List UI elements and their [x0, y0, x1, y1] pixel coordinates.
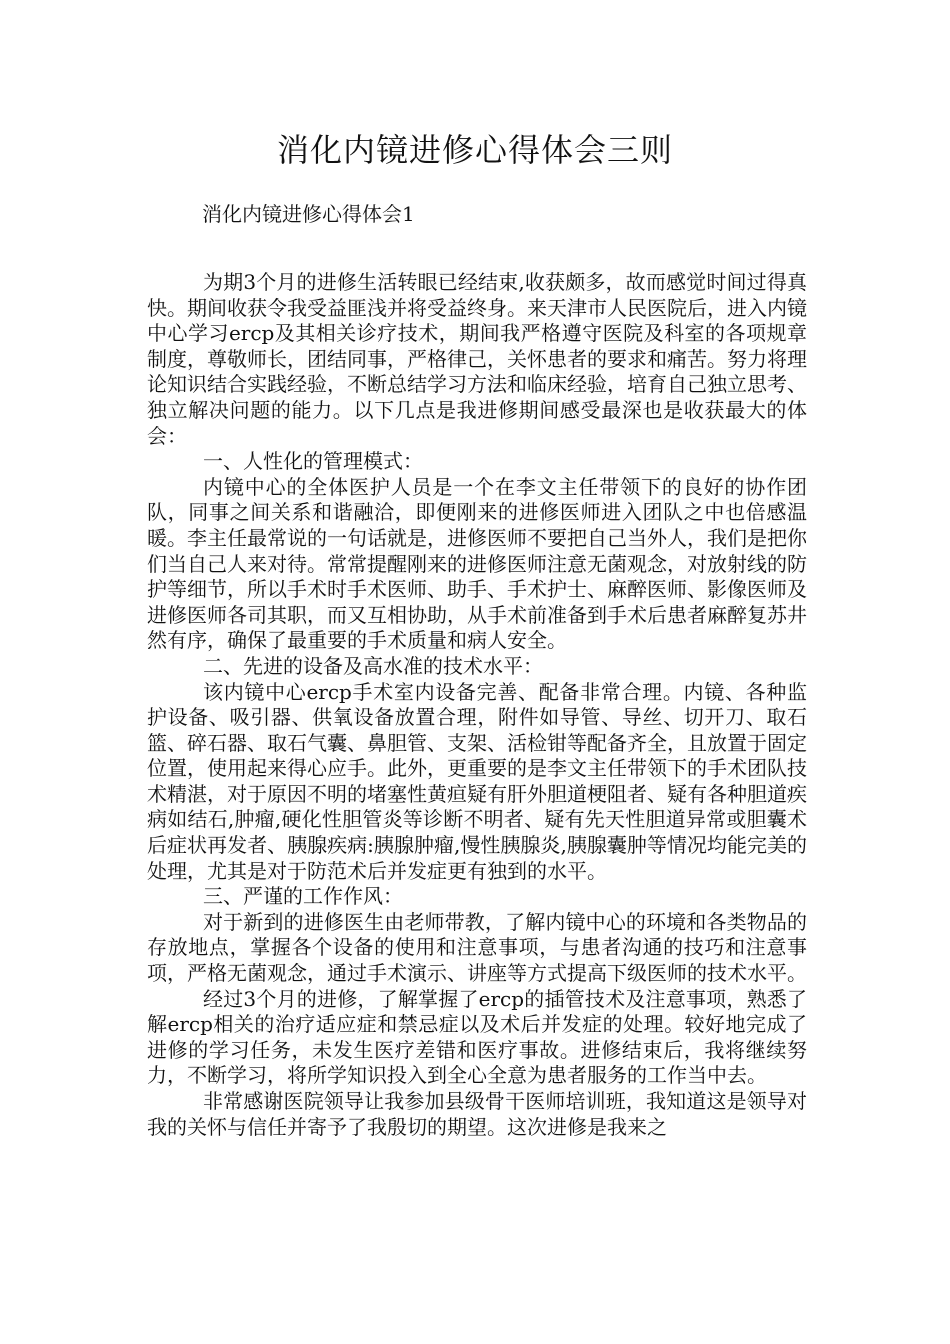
paragraph-section-2: 该内镜中心ercp手术室内设备完善、配备非常合理。内镜、各种监护设备、吸引器、供氧设备放置合理，附件如导管、导丝、切开刀、取石篮、碎石器、取石气囊、鼻胆管、支架、活检钳等配备齐全，且放置于固定位置，使用起来得心应手。此外，更重要的是李文主任带领下的手术团队技术精湛，对于原因不明的堵塞性黄疸疑有肝外胆道梗阻者、疑有各种胆道疾病如结石,肿瘤,硬化性胆管炎等诊断不明者、疑有先天性胆道异常或胆囊术后症状再发者、胰腺疾病:胰腺肿瘤,慢性胰腺炎,胰腺囊肿等情况均能完美的处理，尤其是对于防范术后并发症更有独到的水平。: [147, 679, 807, 883]
paragraph-intro: 为期3个月的进修生活转眼已经结束,收获颇多，故而感觉时间过得真快。期间收获令我受益匪浅并将受益终身。来天津市人民医院后，进入内镜中心学习ercp及其相关诊疗技术，期间我严格遵守医院及科室的各项规章制度，尊敬师长，团结同事，严格律己，关怀患者的要求和痛苦。努力将理论知识结合实践经验，不断总结学习方法和临床经验，培育自己独立思考、独立解决问题的能力。以下几点是我进修期间感受最深也是收获最大的体会：: [147, 270, 807, 448]
paragraph-section-3: 对于新到的进修医生由老师带教，了解内镜中心的环境和各类物品的存放地点，掌握各个设备的使用和注意事项，与患者沟通的技巧和注意事项，严格无菌观念，通过手术演示、讲座等方式提高下级医师的技术水平。: [147, 909, 807, 986]
document-subtitle: 消化内镜进修心得体会1: [202, 202, 415, 226]
paragraph-section-1: 内镜中心的全体医护人员是一个在李文主任带领下的良好的协作团队，同事之间关系和谐融洽，即便刚来的进修医师进入团队之中也倍感温暖。李主任最常说的一句话就是，进修医师不要把自己当外人，我们是把你们当自己人来对待。常常提醒刚来的进修医师注意无菌观念，对放射线的防护等细节，所以手术时手术医师、助手、手术护士、麻醉医师、影像医师及进修医师各司其职，而又互相协助，从手术前准备到手术后患者麻醉复苏井然有序，确保了最重要的手术质量和病人安全。: [147, 474, 807, 653]
paragraph-thanks: 非常感谢医院领导让我参加县级骨干医师培训班，我知道这是领导对我的关怀与信任并寄予了我殷切的期望。这次进修是我来之: [147, 1089, 807, 1139]
document-title: 消化内镜进修心得体会三则: [276, 131, 673, 169]
section-heading-1: 一、人性化的管理模式：: [203, 449, 423, 474]
document-body: [147, 270, 807, 1140]
paragraph-summary: 经过3个月的进修，了解掌握了ercp的插管技术及注意事项，熟悉了解ercp相关的治疗适应症和禁忌症以及术后并发症的处理。较好地完成了进修的学习任务，未发生医疗差错和医疗事故。进修结束后，我将继续努力，不断学习，将所学知识投入到全心全意为患者服务的工作当中去。: [147, 986, 807, 1088]
section-heading-3: 三、严谨的工作作风：: [203, 884, 403, 909]
section-heading-2: 二、先进的设备及高水准的技术水平：: [203, 653, 543, 678]
